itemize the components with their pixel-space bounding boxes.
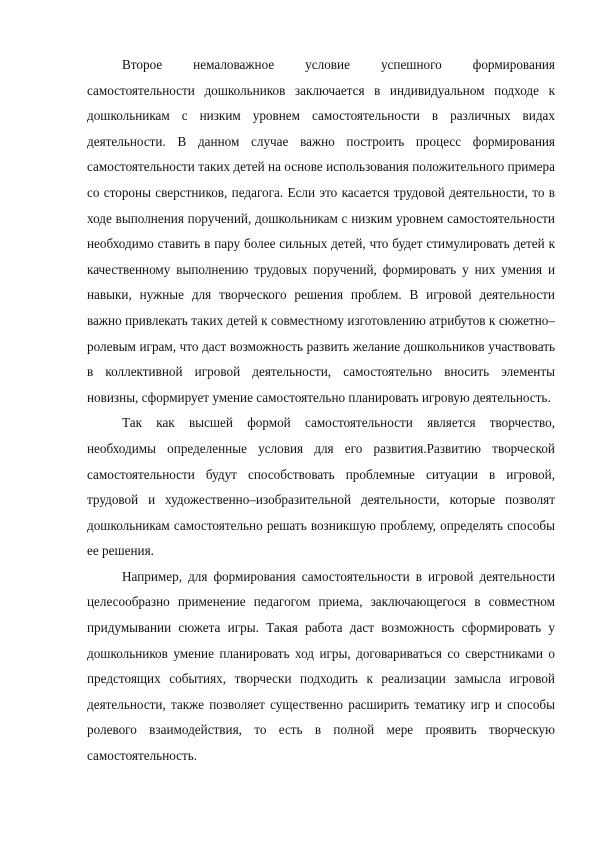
paragraph-3: Например, для формирования самостоятельности в игровой деятельности целесообразно применение педагогом приема, заключающегося в совместном придумывании сюжета игры. Такая работа даст возможность сформировать у дошкольников умение планировать ход игры, договариваться со сверстниками о предстоящих событиях, творчески подходить к реализации замысла игровой деятельности, также позволяет существенно расширить тематику игр и способы ролевого взаимодействия, то есть в полной мере проявить творческую самостоятельность. (87, 568, 555, 764)
paragraph-2: Так как высшей формой самостоятельности является творчество, необходимы определенные условия для его развития.Развитию творческой самостоятельности будут способствовать проблемные ситуации в игровой, трудовой и художественно–изобразительной деятельности, которые позволят дошкольникам самостоятельно решать возникшую проблему, определять способы ее решения. (87, 415, 555, 559)
paragraph-1: Второе немаловажное условие успешного формирования самостоятельности дошкольников заключается в индивидуальном подходе к дошкольникам с низким уровнем самостоятельности в различных видах деятельности. В данном случае важно построить процесс формирования самостоятельности таких детей на основе использования положительного примера со стороны сверстников, педагога. Если это касается трудовой деятельности, то в ходе выполнения поручений, дошкольникам с низким уровнем самостоятельности необходимо ставить в пару более сильных детей, что будет стимулировать детей к качественному выполнению трудовых поручений, формировать у них умения и навыки, нужные для творческого решения проблем. В игровой деятельности важно привлекать таких детей к совместному изготовлению атрибутов к сюжетно–ролевым играм, что даст возможность развить желание дошкольников участвовать в коллективной игровой деятельности, самостоятельно вносить элементы новизны, сформирует умение самостоятельно планировать игровую деятельность. (87, 57, 555, 405)
document-body (87, 52, 555, 769)
